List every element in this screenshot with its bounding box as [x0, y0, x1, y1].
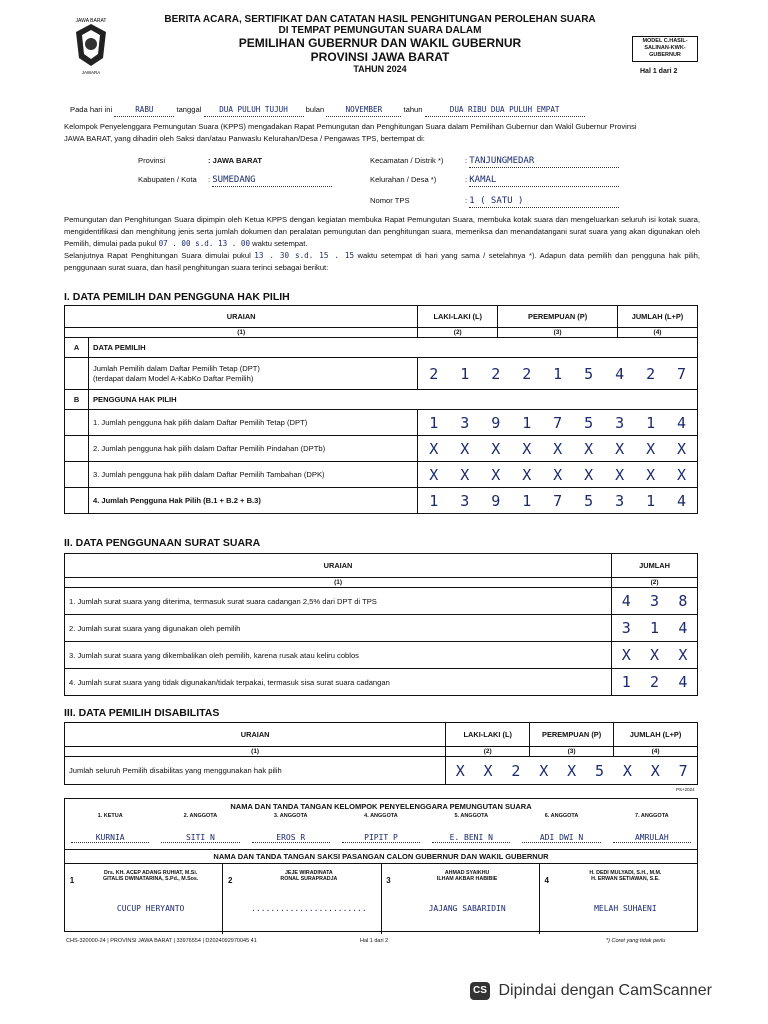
digit-cell: X — [491, 439, 501, 458]
tps-value: 1 ( SATU ) — [469, 195, 619, 208]
s1-col-p: PEREMPUAN (P) — [498, 306, 618, 328]
digit-cell: 1 — [460, 364, 470, 383]
digit-cell: X — [491, 465, 501, 484]
digit-cell: X — [539, 761, 549, 780]
footer-center: Hal 1 dari 2 — [360, 938, 389, 944]
digit-cell: X — [678, 646, 688, 664]
digit-cell: 2 — [429, 364, 439, 383]
page-indicator: Hal 1 dari 2 — [640, 68, 678, 75]
tanggal-value: DUA PULUH TUJUH — [204, 104, 304, 117]
s1-dpt-label: Jumlah Pemilih dalam Daftar Pemilih Tetap (DPT) (terdapat dalam Model A-KabKo Daftar Pemilih) — [88, 358, 417, 390]
section1-table: URAIAN LAKI-LAKI (L) PEREMPUAN (P) JUMLAH (L+P) (1) (2) (3) (4) A DATA PEMILIH Jumlah Pemilih dalam Daftar Pemilih Tetap (DPT) (terdapat dalam Model A-KabKo Daftar Pemilih) 2 1 2 2 1 5 4 2 7 B PENGGUNA HAK PILIH 1. Jumlah pengguna hak pilih dalam Daftar Pemilih Tetap (DPT) 1 3 9 1 7 5 3 1 4 2. Jumlah pengguna hak pilih dalam Daftar Pemilih Pindahan (DPTb) X X X X X X X X X 3. Jumlah pengguna hak pilih dalam Daftar Pemilih Tambahan (DPK) X X X X X X X X X 4. Jumlah Pengguna Hak Pilih (B.1 + B.2 + B.3) 1 3 9 1 7 5 3 1 4 — [64, 305, 698, 514]
kpps-signature: 2. ANGGOTA SITI N — [155, 813, 245, 849]
document-header — [140, 14, 620, 74]
s1-col-uraian: URAIAN — [65, 306, 418, 328]
footer-left: CHS-320000-24 | PROVINSI JAWA BARAT | 33976554 | D2024092970045 41 — [66, 938, 257, 944]
signature-block — [64, 798, 698, 932]
digit-cell: 2 — [522, 364, 532, 383]
kpps-signature: 7. ANGGOTA AMRULAH — [607, 813, 697, 849]
digit-cell: X — [522, 465, 532, 484]
saksi-signature: 4 H. DEDI MULYADI, S.H., M.M. H. ERWAN SETIAWAN, S.E. MELAH SUHAENI — [539, 864, 697, 934]
digit-cell: 3 — [621, 619, 631, 637]
digit-cell: 1 — [621, 673, 631, 691]
digit-cell: X — [553, 465, 563, 484]
digit-cell: X — [522, 439, 532, 458]
body-paragraph: Pemungutan dan Penghitungan Suara dipimpin oleh Ketua KPPS dengan kegiatan membuka Rapat Pemungutan Suara, membuka kotak suara dan mengeluarkan seluruh isi kotak suara, mengidentifikasi dan menghitung jenis serta jumlah dokumen dan peralatan pemungutan dan penghitungan suara, memeriksa dan menandatangani surat suara yang akan digunakan oleh Pemilih, dimulai pada pukul 07 . 00 s.d. 13 . 00 waktu setempat. Selanjutnya Rapat Penghitungan Suara dimulai pukul 13 . 30 s.d. 15 . 15 waktu setempat di hari yang sama / setelahnya *). Adapun data pemilih dan pengguna hak pilih, penggunaan surat suara, dan hasil penghitungan suara terinci sebagai berikut: — [64, 215, 700, 272]
digit-cell: X — [677, 439, 687, 458]
digit-cell: 2 — [650, 673, 660, 691]
section2-title: II. DATA PENGGUNAAN SURAT SUARA — [64, 537, 261, 549]
digit-cell: 3 — [615, 413, 625, 432]
digit-cell: 5 — [584, 413, 594, 432]
digit-cell: 4 — [677, 491, 687, 510]
time2: 13 . 30 s.d. 15 . 15 — [254, 251, 355, 260]
table-row: 2. Jumlah surat suara yang digunakan oleh pemilih 3 1 4 — [65, 615, 698, 642]
hari-value: RABU — [114, 104, 174, 117]
intro-line3: JAWA BARAT, yang dihadiri oleh Saksi dan/atau Panwaslu Kelurahan/Desa / Pengawas TPS, bertempat di: — [64, 134, 425, 143]
section3-table: URAIAN LAKI-LAKI (L) PEREMPUAN (P) JUMLAH (L+P) (1) (2) (3) (4) Jumlah seluruh Pemilih disabilitas yang menggunakan hak pilih X X 2 X X 5 X X 7 — [64, 722, 698, 785]
digit-cell: X — [429, 439, 439, 458]
digit-cell: X — [483, 761, 493, 780]
desa-value: KAMAL — [469, 174, 619, 187]
kabupaten-value: SUMEDANG — [212, 174, 332, 187]
table-row: 1. Jumlah pengguna hak pilih dalam Daftar Pemilih Tetap (DPT) 1 3 9 1 7 5 3 1 4 — [65, 410, 698, 436]
digit-cell: 4 — [678, 619, 688, 637]
saksi-signature: 1 Drs. KH. ACEP ADANG RUHIAT, M.Si. GITALIS DWINATARINA, S.Pd., M.Sos. CUCUP HERYANTO — [69, 870, 199, 913]
digit-cell: X — [621, 646, 631, 664]
digit-cell: 2 — [646, 364, 656, 383]
digit-cell: 1 — [522, 491, 532, 510]
digit-cell: X — [677, 465, 687, 484]
s1-b-label: PENGGUNA HAK PILIH — [88, 390, 697, 410]
digit-cell: 2 — [491, 364, 501, 383]
digit-cell: 1 — [646, 491, 656, 510]
provinsi-value: : JAWA BARAT — [208, 156, 262, 165]
digit-cell: X — [584, 439, 594, 458]
s1-b: B — [65, 390, 89, 410]
digit-cell: X — [615, 439, 625, 458]
digit-cell: 7 — [678, 761, 688, 780]
kpps-signature: 6. ANGGOTA ADI DWI N — [516, 813, 606, 849]
digit-cell: X — [646, 439, 656, 458]
footer-right: *) Coret yang tidak perlu — [606, 938, 666, 944]
digit-cell: 5 — [594, 761, 605, 780]
digit-cell: X — [646, 465, 656, 484]
digit-cell: 1 — [522, 413, 532, 432]
s1-col-l: LAKI-LAKI (L) — [418, 306, 498, 328]
s1-a: A — [65, 338, 89, 358]
digit-cell: 4 — [621, 592, 631, 610]
digit-cell: X — [615, 465, 625, 484]
digit-cell: X — [429, 465, 439, 484]
digit-cell: 2 — [511, 761, 521, 780]
digit-cell: 4 — [615, 364, 625, 383]
digit-cell: 1 — [429, 413, 439, 432]
digit-cell: 9 — [491, 413, 501, 432]
digit-cell: X — [622, 761, 632, 780]
camscanner-badge: CS — [470, 982, 490, 1000]
jawa-barat-logo — [70, 14, 112, 76]
desa-label: Kelurahan / Desa *) — [370, 175, 437, 184]
digit-cell: 3 — [615, 491, 625, 510]
kpps-signature: 3. ANGGOTA EROS R — [246, 813, 336, 849]
model-box: MODEL C.HASIL-SALINAN-KWK-GUBERNUR — [632, 36, 698, 62]
digit-cell: X — [584, 465, 594, 484]
kecamatan-value: TANJUNGMEDAR — [469, 155, 619, 168]
header-line2: DI TEMPAT PEMUNGUTAN SUARA DALAM — [278, 25, 482, 36]
kabupaten-label: Kabupaten / Kota — [138, 175, 197, 184]
header-line5: TAHUN 2024 — [353, 64, 407, 74]
digit-cell: X — [553, 439, 563, 458]
section3-title: III. DATA PEMILIH DISABILITAS — [64, 707, 220, 719]
digit-cell: X — [460, 465, 470, 484]
saksi-title: NAMA DAN TANDA TANGAN SAKSI PASANGAN CALON GUBERNUR DAN WAKIL GUBERNUR — [65, 849, 697, 863]
table-row: 4. Jumlah Pengguna Hak Pilih (B.1 + B.2 + B.3) 1 3 9 1 7 5 3 1 4 — [65, 488, 698, 514]
tahun-value: DUA RIBU DUA PULUH EMPAT — [425, 104, 585, 117]
digit-cell: 4 — [677, 413, 687, 432]
svg-text:JAWARA: JAWARA — [81, 70, 101, 75]
table-row: 1. Jumlah surat suara yang diterima, termasuk surat suara cadangan 2,5% dari DPT di TPS 4 3 8 — [65, 588, 698, 615]
kpps-signature: 1. KETUA KURNIA — [65, 813, 155, 849]
digit-cell: 7 — [553, 491, 563, 510]
digit-cell: 7 — [553, 413, 563, 432]
kpps-signature: 5. ANGGOTA E. BENI N — [426, 813, 516, 849]
digit-cell: 7 — [677, 364, 687, 383]
table-row: 3. Jumlah pengguna hak pilih dalam Daftar Pemilih Tambahan (DPK) X X X X X X X X X — [65, 462, 698, 488]
digit-cell: 1 — [650, 619, 660, 637]
digit-cell: 4 — [678, 673, 688, 691]
s1-a-label: DATA PEMILIH — [88, 338, 697, 358]
digit-cell: X — [455, 761, 465, 780]
header-line3: PEMILIHAN GUBERNUR DAN WAKIL GUBERNUR — [238, 36, 522, 50]
digit-cell: X — [567, 761, 577, 780]
table-row: 2. Jumlah pengguna hak pilih dalam Daftar Pemilih Pindahan (DPTb) X X X X X X X X X — [65, 436, 698, 462]
digit-cell: 3 — [460, 491, 470, 510]
section1-title: I. DATA PEMILIH DAN PENGGUNA HAK PILIH — [64, 291, 290, 303]
digit-cell: X — [650, 761, 660, 780]
digit-cell: 9 — [491, 491, 501, 510]
digit-cell: X — [650, 646, 660, 664]
intro-line1: Pada hari ini RABU tanggal DUA PULUH TUJUH bulan NOVEMBER tahun DUA RIBU DUA PULUH EMPAT — [70, 104, 710, 117]
bulan-value: NOVEMBER — [326, 104, 401, 117]
digit-cell: 1 — [429, 491, 439, 510]
provinsi-label: Provinsi — [138, 156, 166, 165]
digit-cell: 5 — [584, 491, 594, 510]
camscanner-watermark — [470, 982, 760, 1012]
header-line4: PROVINSI JAWA BARAT — [310, 50, 450, 64]
digit-cell: 8 — [678, 592, 688, 610]
saksi-signature: 2 JEJE WIRADINATA RONAL SURAPRADJA ........................ — [222, 864, 380, 934]
kpps-signature: 4. ANGGOTA PIPIT P — [336, 813, 426, 849]
ps-code: PS+2024 — [676, 787, 695, 792]
table-row: Jumlah seluruh Pemilih disabilitas yang menggunakan hak pilih X X 2 X X 5 X X 7 — [65, 757, 698, 785]
section2-table: URAIAN JUMLAH (1) (2) 1. Jumlah surat suara yang diterima, termasuk surat suara cadangan 2,5% dari DPT di TPS 4 3 8 2. Jumlah surat suara yang digunakan oleh pemilih 3 1 4 3. Jumlah surat suara yang dikembalikan oleh pemilih, karena rusak atau keliru coblos X X X 4. Jumlah surat suara yang tidak digunakan/tidak terpakai, termasuk sisa surat suara cadangan 1 2 4 — [64, 553, 698, 696]
digit-cell: X — [460, 439, 470, 458]
digit-cell: 1 — [553, 364, 563, 383]
s1-col-j: JUMLAH (L+P) — [618, 306, 698, 328]
tps-label: Nomor TPS — [370, 196, 410, 205]
kecamatan-label: Kecamatan / Distrik *) — [370, 156, 444, 165]
digit-cell: 1 — [646, 413, 656, 432]
digit-cell: 3 — [650, 592, 660, 610]
intro-line2: Kelompok Penyelenggara Pemungutan Suara (KPPS) mengadakan Rapat Pemungutan dan Penghitungan Suara dalam Pemilihan Gubernur dan Wakil Gubernur Provinsi — [64, 122, 637, 131]
table-row: 3. Jumlah surat suara yang dikembalikan oleh pemilih, karena rusak atau keliru coblos X X X — [65, 642, 698, 669]
digit-cell: 3 — [460, 413, 470, 432]
table-row: 4. Jumlah surat suara yang tidak digunakan/tidak terpakai, termasuk sisa surat suara cadangan 1 2 4 — [65, 669, 698, 696]
time1: 07 . 00 s.d. 13 . 00 — [158, 239, 251, 248]
table-row — [65, 358, 698, 390]
camscanner-text: Dipindai dengan CamScanner — [498, 982, 712, 999]
logo-text: JAWA BARAT — [75, 18, 107, 24]
kpps-title: NAMA DAN TANDA TANGAN KELOMPOK PENYELENGGARA PEMUNGUTAN SUARA — [230, 802, 532, 811]
saksi-signature: 3 AHMAD SYAIKHU ILHAM AKBAR HABIBIE JAJANG SABARIDIN — [381, 864, 539, 934]
digit-cell: 5 — [584, 364, 594, 383]
header-line1: BERITA ACARA, SERTIFIKAT DAN CATATAN HASIL PENGHITUNGAN PEROLEHAN SUARA — [164, 14, 596, 25]
